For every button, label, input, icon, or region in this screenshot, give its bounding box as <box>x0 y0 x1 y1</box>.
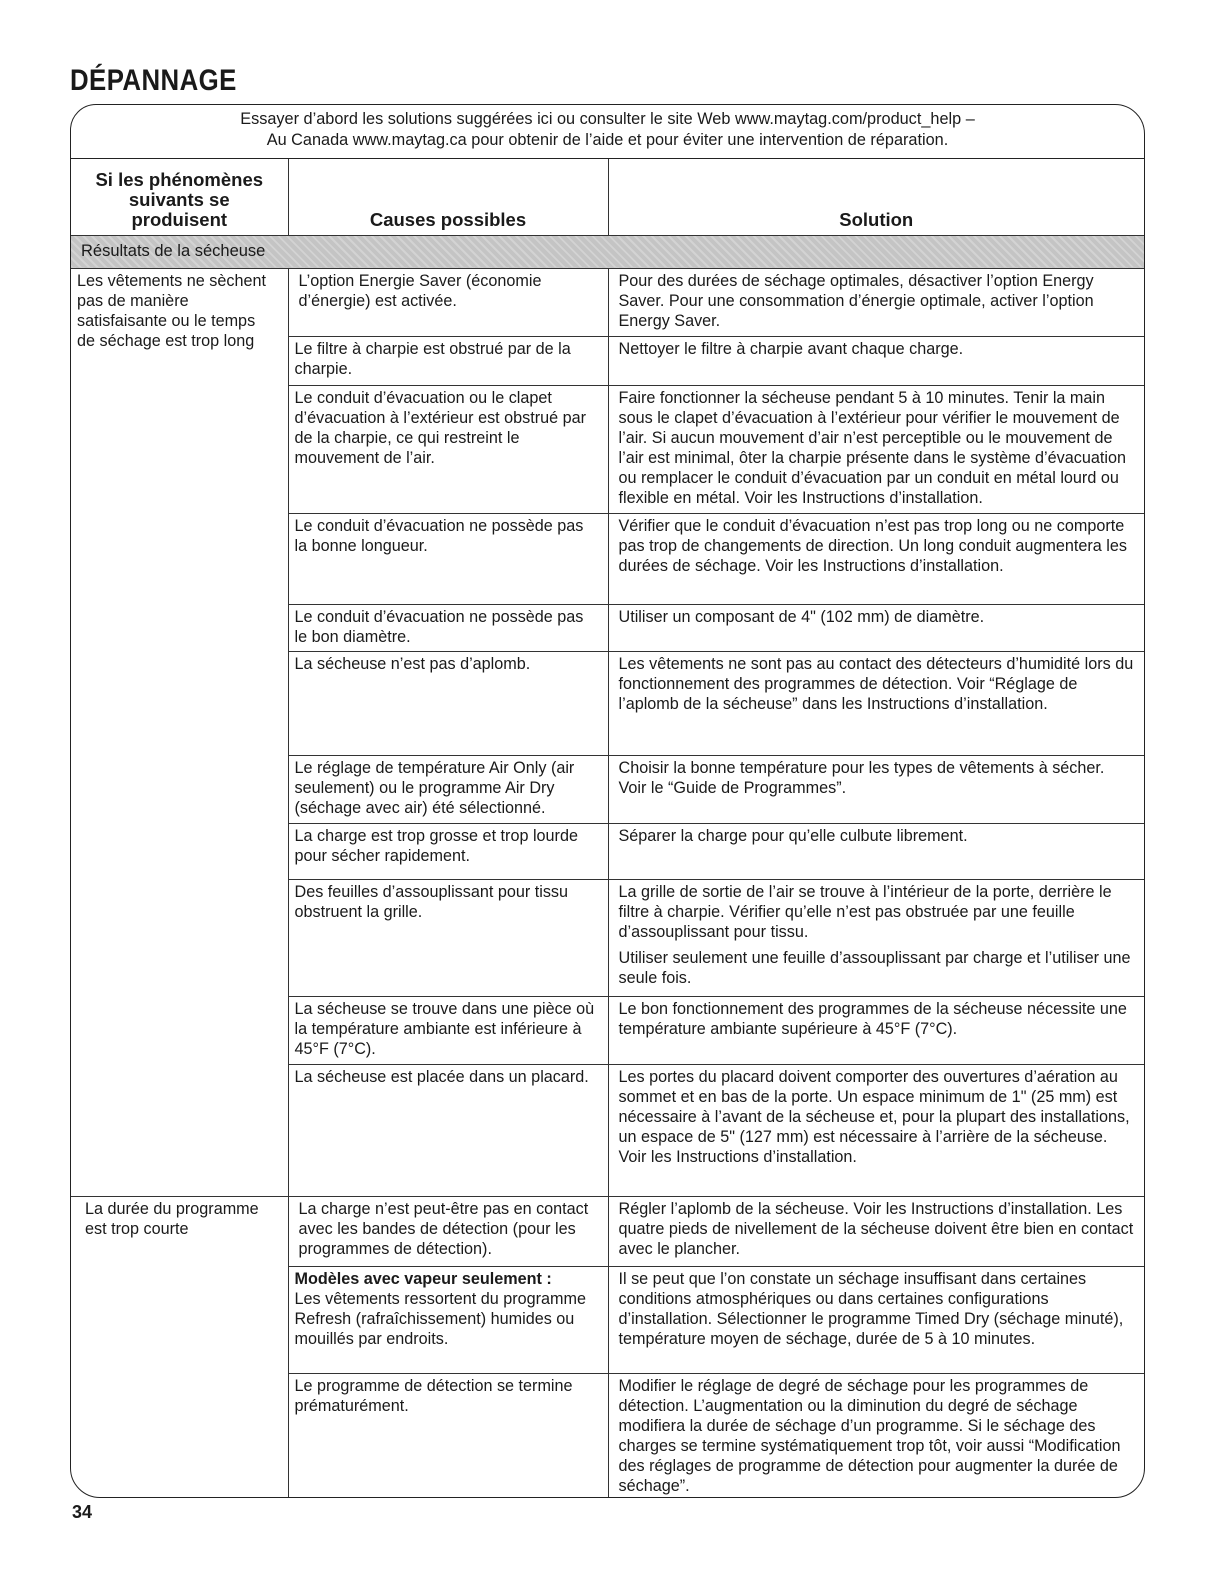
cause-cell <box>288 755 608 823</box>
intro-line-2: Au Canada www.maytag.ca pour obtenir de l’aide et pour éviter une intervention de réparation. <box>266 131 949 149</box>
cause-text: La sécheuse se trouve dans une pièce où la température ambiante est inférieure à 45°F (7°C). <box>294 999 595 1058</box>
solution-text: Il se peut que l’on constate un séchage insuffisant dans certaines conditions atmosphériques ou dans certaines configurations d’installation. Sélectionner le programme Timed Dry (séchage minuté), température moyen de séchage, durée de 5 à 10 minutes. <box>618 1269 1124 1348</box>
cause-text: La charge est trop grosse et trop lourde pour sécher rapidement. <box>294 826 578 865</box>
solution-text: La grille de sortie de l’air se trouve à l’intérieur de la porte, derrière le filtre à charpie. Vérifier qu’elle n’est pas obstruée par une feuille d’assouplissant pour tissu. <box>618 882 1112 941</box>
page-number: 34 <box>72 1502 93 1522</box>
intro-text <box>71 105 1144 159</box>
cause-cell <box>288 1196 608 1266</box>
solution-text: Pour des durées de séchage optimales, désactiver l’option Energy Saver. Pour une consommation d’énergie optimale, activer l’option Energy Saver. <box>618 271 1094 330</box>
cause-text: La sécheuse n’est pas d’aplomb. <box>294 654 531 673</box>
troubleshooting-frame <box>70 104 1145 1498</box>
troubleshooting-table <box>71 159 1144 1498</box>
cause-text: Des feuilles d’assouplissant pour tissu obstruent la grille. <box>294 882 569 921</box>
solution-cell <box>608 268 1144 336</box>
cause-cell <box>288 1064 608 1196</box>
cause-text: Le conduit d’évacuation ou le clapet d’évacuation à l’extérieur est obstrué par de la charpie, ce qui restreint le mouvement de l’air. <box>294 388 587 467</box>
solution-text: Régler l’aplomb de la sécheuse. Voir les Instructions d’installation. Les quatre pieds de nivellement de la sécheuse doivent être bien en contact avec le plancher. <box>618 1199 1134 1258</box>
page-title: DÉPANNAGE <box>70 64 237 97</box>
solution-text: Nettoyer le filtre à charpie avant chaque charge. <box>618 339 964 358</box>
solution-cell <box>608 651 1144 755</box>
cause-cell <box>288 513 608 604</box>
cause-cell <box>288 1266 608 1373</box>
solution-cell <box>608 385 1144 513</box>
solution-cell <box>608 513 1144 604</box>
section-title: Résultats de la sécheuse <box>71 235 1144 268</box>
symptom-group-1 <box>71 268 1144 1196</box>
table-row <box>71 1196 1144 1266</box>
solution-cell <box>608 604 1144 651</box>
solution-cell <box>608 755 1144 823</box>
solution-cell <box>608 996 1144 1064</box>
solution-cell <box>608 1064 1144 1196</box>
symptom-cell: La durée du programme est trop courte <box>71 1196 288 1498</box>
solution-text: Vérifier que le conduit d’évacuation n’est pas trop long ou ne comporte pas trop de changements de direction. Un long conduit augmentera les durées de séchage. Voir les Instructions d’installation. <box>618 516 1127 575</box>
solution-text-2: Utiliser seulement une feuille d’assouplissant par charge et l’utiliser une seule fois. <box>618 948 1131 988</box>
section-row <box>71 235 1144 268</box>
solution-text: Les portes du placard doivent comporter des ouvertures d’aération au sommet et en bas de la porte. Un espace minimum de 1" (25 mm) est nécessaire à l’avant de la sécheuse et, pour la plupart des installations, un espace de 5" (127 mm) est nécessaire à l’arrière de la sécheuse. Voir les Instructions d’installation. <box>618 1067 1130 1167</box>
solution-cell <box>608 1196 1144 1266</box>
cause-text: Le réglage de température Air Only (air seulement) ou le programme Air Dry (séchage avec air) été sélectionné. <box>294 758 575 817</box>
solution-text: Modifier le réglage de degré de séchage pour les programmes de détection. L’augmentation ou la diminution du degré de séchage modifiera la durée de séchage d’un programme. Si le séchage des charges se termine systématiquement trop tôt, voir aussi “Modification des réglages de programme de détection pour augmenter la durée de séchage”. <box>618 1376 1121 1496</box>
cause-cell <box>288 651 608 755</box>
symptom-group-2 <box>71 1196 1144 1498</box>
cause-text: Le filtre à charpie est obstrué par de la charpie. <box>294 339 571 378</box>
cause-text: Le programme de détection se termine prématurément. <box>294 1376 573 1415</box>
cause-text: La charge n’est peut-être pas en contact avec les bandes de détection (pour les programmes de détection). <box>298 1199 589 1258</box>
table-header-row <box>71 159 1144 235</box>
cause-text: Le conduit d’évacuation ne possède pas le bon diamètre. <box>294 607 584 646</box>
header-symptoms: Si les phénomènes suivants se produisent <box>71 159 288 235</box>
table-row <box>71 268 1144 336</box>
cause-cell <box>288 604 608 651</box>
cause-heading: Modèles avec vapeur seulement : <box>294 1269 552 1288</box>
solution-cell <box>608 336 1144 385</box>
cause-text: La sécheuse est placée dans un placard. <box>294 1067 589 1086</box>
cause-cell <box>288 268 608 336</box>
solution-text: Utiliser un composant de 4" (102 mm) de diamètre. <box>618 607 985 626</box>
header-causes: Causes possibles <box>288 159 608 235</box>
solution-text: Choisir la bonne température pour les types de vêtements à sécher. Voir le “Guide de Programmes”. <box>618 758 1105 797</box>
solution-text: Faire fonctionner la sécheuse pendant 5 à 10 minutes. Tenir la main sous le clapet d’évacuation à l’extérieur pour vérifier le mouvement de l’air. Si aucun mouvement d’air n’est perceptible ou le mouvement de l’air est minimal, ôter la charpie présente dans le système d’évacuation ou remplacer le conduit d’évacuation par un conduit en métal lourd ou flexible en métal. Voir les Instructions d’installation. <box>618 388 1126 507</box>
cause-text: L’option Energie Saver (économie d’énergie) est activée. <box>298 271 542 310</box>
solution-cell <box>608 879 1144 996</box>
solution-cell <box>608 823 1144 879</box>
solution-text: Séparer la charge pour qu’elle culbute librement. <box>618 826 968 845</box>
cause-cell <box>288 996 608 1064</box>
symptom-cell: Les vêtements ne sèchent pas de manière satisfaisante ou le temps de séchage est trop long <box>71 268 288 1196</box>
solution-text: Les vêtements ne sont pas au contact des détecteurs d’humidité lors du fonctionnement des programmes de détection. Voir “Réglage de l’aplomb de la sécheuse” dans les Instructions d’installation. <box>618 654 1134 713</box>
solution-text: Le bon fonctionnement des programmes de la sécheuse nécessite une température ambiante supérieure à 45°F (7°C). <box>618 999 1127 1038</box>
cause-text: Les vêtements ressortent du programme Refresh (rafraîchissement) humides ou mouillés par endroits. <box>294 1289 587 1348</box>
cause-cell <box>288 1373 608 1498</box>
cause-cell <box>288 336 608 385</box>
header-solution: Solution <box>608 159 1144 235</box>
cause-cell <box>288 823 608 879</box>
solution-cell <box>608 1373 1144 1498</box>
cause-text: Le conduit d’évacuation ne possède pas la bonne longueur. <box>294 516 584 555</box>
intro-line-1: Essayer d’abord les solutions suggérées ici ou consulter le site Web www.maytag.com/product_help – <box>240 110 975 128</box>
cause-cell <box>288 385 608 513</box>
cause-cell <box>288 879 608 996</box>
solution-cell <box>608 1266 1144 1373</box>
